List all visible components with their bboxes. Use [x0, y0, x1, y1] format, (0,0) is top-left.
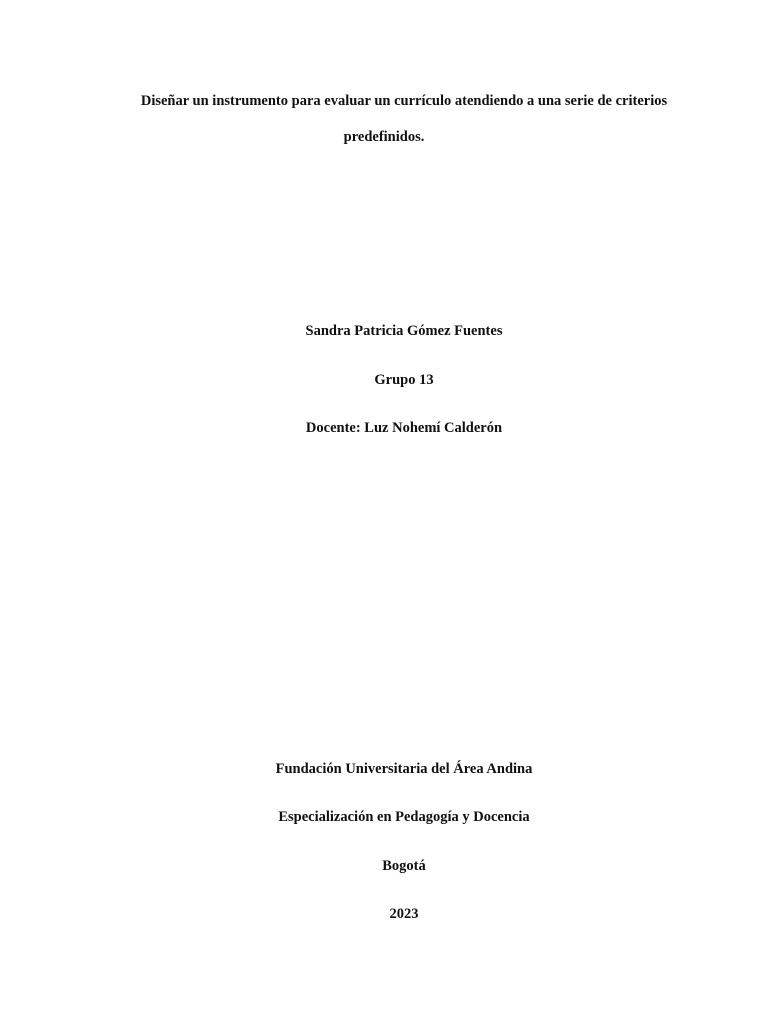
institution-name: Fundación Universitaria del Área Andina — [275, 761, 533, 777]
teacher-name: Docente: Luz Nohemí Calderón — [305, 420, 503, 436]
group-label: Grupo 13 — [374, 372, 434, 388]
program-name: Especialización en Pedagogía y Docencia — [278, 809, 530, 825]
document-title-line-1: Diseñar un instrumento para evaluar un currículo atendiendo a una serie de criterios — [140, 93, 668, 109]
year-label: 2023 — [389, 906, 419, 922]
city-name: Bogotá — [382, 858, 426, 874]
document-title-line-2: predefinidos. — [343, 129, 425, 145]
author-name: Sandra Patricia Gómez Fuentes — [305, 323, 503, 339]
